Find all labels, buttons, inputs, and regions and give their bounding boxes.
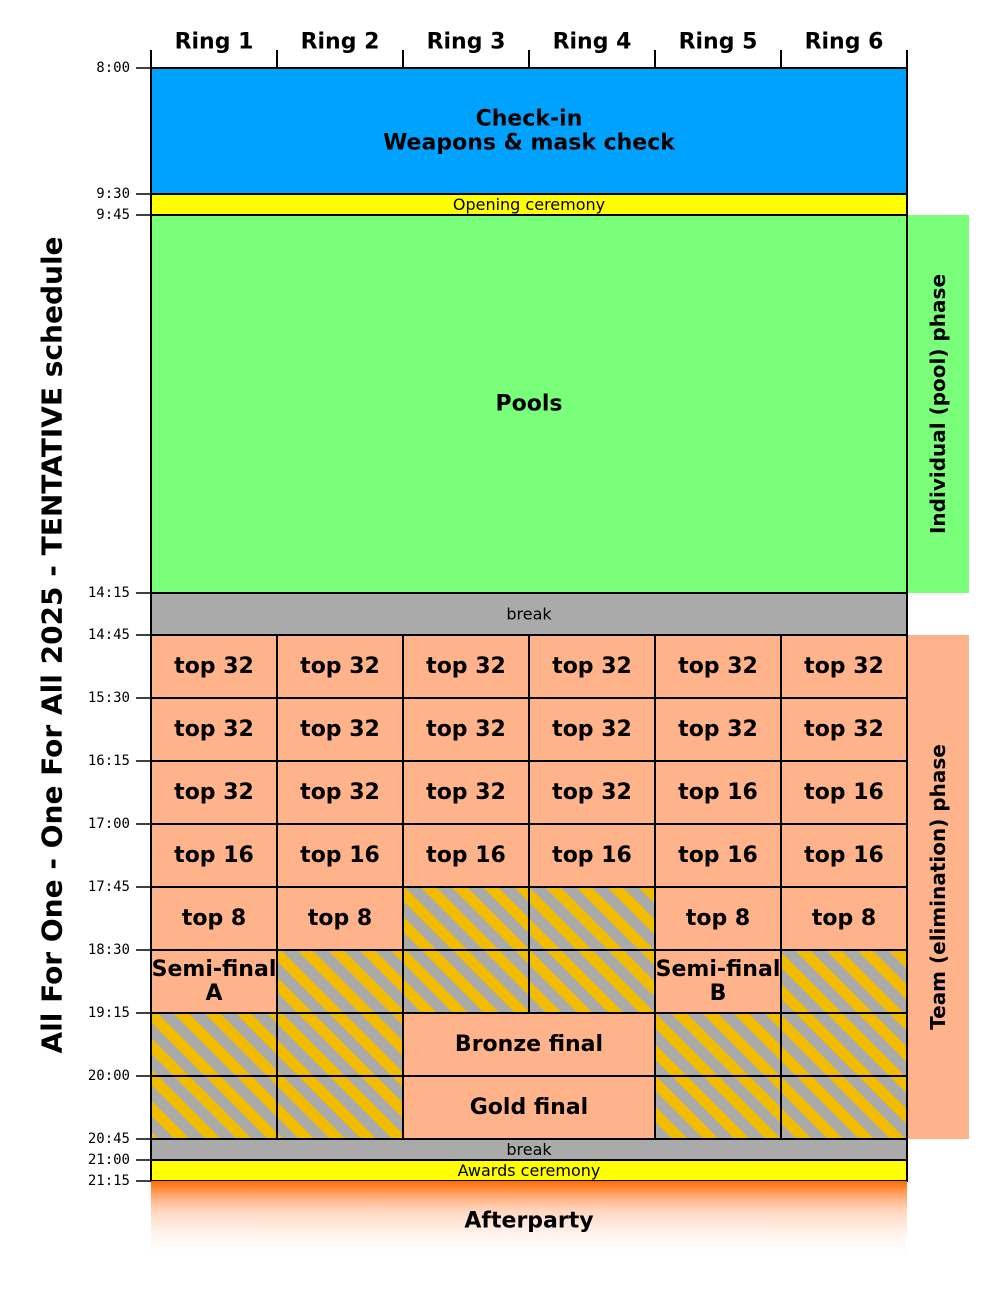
block-label-checkin: Weapons & mask check	[383, 130, 675, 156]
block-label-opening: Opening ceremony	[452, 195, 606, 214]
block-r6-s6	[781, 950, 907, 1013]
block-label-r6-s2: top 32	[804, 717, 884, 742]
block-label-r5-s2: top 32	[678, 717, 758, 742]
schedule-blocks	[151, 68, 907, 1181]
ring-header-label: Ring 3	[426, 29, 506, 55]
time-label: 8:00	[96, 60, 130, 76]
ring-header-label: Ring 2	[300, 29, 380, 55]
block-label-r1-s5: top 8	[181, 906, 247, 931]
block-label-r5-s5: top 8	[685, 906, 751, 931]
block-label-r6-s3: top 16	[804, 780, 884, 805]
block-label-r2-s2: top 32	[300, 717, 380, 742]
block-label-r3-s1: top 32	[426, 654, 506, 679]
block-label-r1-s6: Semi-final	[151, 957, 277, 982]
ring-header	[151, 30, 907, 69]
block-r5-s7	[655, 1013, 781, 1076]
block-label-r4-s2: top 32	[552, 717, 632, 742]
block-label-r1-s3: top 32	[174, 780, 254, 805]
time-label: 17:00	[87, 816, 130, 832]
block-label-r3-s2: top 32	[426, 717, 506, 742]
time-label: 15:30	[87, 690, 130, 706]
block-label-r5-s1: top 32	[678, 654, 758, 679]
block-r2-s6	[277, 950, 403, 1013]
ring-header-label: Ring 4	[552, 29, 632, 55]
block-label-r4-s3: top 32	[552, 780, 632, 805]
schedule-title: All For One - One For All 2025 - TENTATIVE schedule	[35, 236, 69, 1054]
block-r5-s8	[655, 1076, 781, 1139]
time-label: 21:00	[87, 1152, 130, 1168]
block-label-r3-s4: top 16	[426, 843, 506, 868]
block-label-gold: Gold final	[469, 1095, 589, 1120]
block-r2-s7	[277, 1013, 403, 1076]
block-r6-s8	[781, 1076, 907, 1139]
block-label-awards: Awards ceremony	[457, 1161, 601, 1180]
block-label-r1-s2: top 32	[174, 717, 254, 742]
block-label-r2-s3: top 32	[300, 780, 380, 805]
block-r4-s6	[529, 950, 655, 1013]
block-label-r1-s1: top 32	[174, 654, 254, 679]
block-label-r1-s6: A	[205, 981, 223, 1006]
block-label-r2-s1: top 32	[300, 654, 380, 679]
time-label: 14:15	[87, 585, 130, 601]
afterparty-area	[151, 1181, 907, 1261]
ring-header-label: Ring 5	[678, 29, 758, 55]
afterparty-label: Afterparty	[464, 1208, 594, 1234]
ring-header-label: Ring 6	[804, 29, 884, 55]
block-label-r6-s4: top 16	[804, 843, 884, 868]
block-label-r2-s4: top 16	[300, 843, 380, 868]
block-r3-s5	[403, 887, 529, 950]
time-label: 19:15	[87, 1005, 130, 1021]
block-r1-s8	[151, 1076, 277, 1139]
block-label-break-2: break	[506, 1140, 552, 1159]
phase-label-individual: Individual (pool) phase	[926, 273, 950, 535]
block-label-r5-s6: B	[709, 981, 727, 1006]
block-label-r1-s4: top 16	[174, 843, 254, 868]
ring-header-label: Ring 1	[174, 29, 254, 55]
phase-label-team: Team (elimination) phase	[926, 744, 950, 1030]
block-label-r4-s4: top 16	[552, 843, 632, 868]
block-r4-s5	[529, 887, 655, 950]
block-label-r4-s1: top 32	[552, 654, 632, 679]
block-label-r3-s3: top 32	[426, 780, 506, 805]
block-r1-s7	[151, 1013, 277, 1076]
block-label-bronze: Bronze final	[454, 1032, 604, 1057]
block-label-break-1: break	[506, 604, 552, 624]
block-label-checkin: Check-in	[475, 106, 583, 132]
block-label-r6-s1: top 32	[804, 654, 884, 679]
block-r2-s8	[277, 1076, 403, 1139]
block-label-r5-s4: top 16	[678, 843, 758, 868]
time-label: 16:15	[87, 753, 130, 769]
time-label: 9:45	[96, 207, 130, 223]
block-label-pools: Pools	[495, 391, 563, 417]
block-r6-s7	[781, 1013, 907, 1076]
time-label: 20:00	[87, 1068, 130, 1084]
phase-bands	[907, 215, 969, 1139]
time-label: 9:30	[96, 186, 130, 202]
time-label: 21:15	[87, 1173, 130, 1189]
time-axis	[88, 60, 151, 1189]
block-label-r5-s6: Semi-final	[655, 957, 781, 982]
block-label-r5-s3: top 16	[678, 780, 758, 805]
time-label: 18:30	[87, 942, 130, 958]
block-label-r2-s5: top 8	[307, 906, 373, 931]
block-r3-s6	[403, 950, 529, 1013]
time-label: 20:45	[87, 1131, 130, 1147]
time-label: 14:45	[87, 627, 130, 643]
time-label: 17:45	[87, 879, 130, 895]
block-label-r6-s5: top 8	[811, 906, 877, 931]
